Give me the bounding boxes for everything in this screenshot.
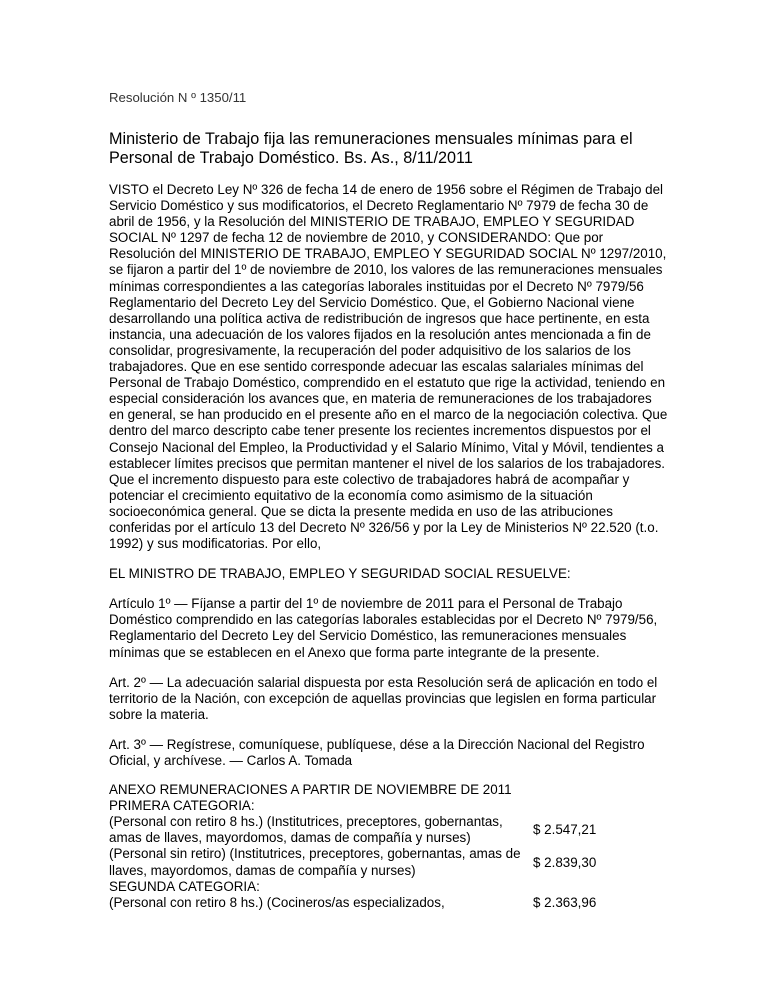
- salary-row-amount: $ 2.547,21: [533, 822, 597, 838]
- article-1: Artículo 1º — Fíjanse a partir del 1º de noviembre de 2011 para el Personal de Trabajo Doméstico comprendido en las categorías laborales establecidas por el Decreto Nº 7979/56, Reglamentario del Decreto Ley del Servicio Doméstico, las remuneraciones mensuales mínimas que se establecen en el Anexo que forma parte integrante de la presente.: [109, 596, 658, 660]
- annex-heading: ANEXO REMUNERACIONES A PARTIR DE NOVIEMBRE DE 2011: [109, 782, 512, 798]
- salary-row-description: (Personal con retiro 8 hs.) (Institutrices, preceptores, gobernantas, amas de llaves, mayordomos, damas de compañía y nurses): [109, 814, 503, 846]
- salary-row-amount: $ 2.363,96: [533, 894, 597, 910]
- article-2: Art. 2º — La adecuación salarial dispuesta por esta Resolución será de aplicación en todo el territorio de la Nación, con excepción de aquellas provincias que legislen en forma particular sobre la materia.: [109, 674, 658, 722]
- salary-row-description: (Personal con retiro 8 hs.) (Cocineros/as especializados,: [109, 894, 445, 910]
- category-1-heading: PRIMERA CATEGORIA:: [109, 798, 255, 814]
- article-3: Art. 3º — Regístrese, comuníquese, publíquese, dése a la Dirección Nacional del Registro Oficial, y archívese. — Carlos A. Tomada: [109, 736, 645, 768]
- salary-row: [109, 895, 669, 911]
- salary-row-amount: $ 2.839,30: [533, 854, 597, 870]
- resolution-reference: Resolución N º 1350/11: [109, 90, 247, 105]
- salary-row-description: (Personal sin retiro) (Institutrices, preceptores, gobernantas, amas de llaves, mayordomos, damas de compañía y nurses): [109, 846, 521, 878]
- document-page: [109, 90, 669, 911]
- document-title: Ministerio de Trabajo fija las remuneraciones mensuales mínimas para el Personal de Trabajo Doméstico. Bs. As., 8/11/2011: [109, 130, 633, 167]
- visto-considerando-paragraph: VISTO el Decreto Ley Nº 326 de fecha 14 de enero de 1956 sobre el Régimen de Trabajo del Servicio Doméstico y sus modificatorios, el Decreto Reglamentario Nº 7979 de fecha 30 de abril de 1956, y la Resolución del MINISTERIO DE TRABAJO, EMPLEO Y SEGURIDAD SOCIAL Nº 1297 de fecha 12 de noviembre de 2010, y CONSIDERANDO: Que por Resolución del MINISTERIO DE TRABAJO, EMPLEO Y SEGURIDAD SOCIAL Nº 1297/2010, se fijaron a partir del 1º de noviembre de 2010, los valores de las remuneraciones mensuales mínimas correspondientes a las categorías laborales instituidas por el Decreto Nº 7979/56 Reglamentario del Decreto Ley del Servicio Doméstico. Que, el Gobierno Nacional viene desarrollando una política activa de redistribución de ingresos que hace pertinente, en esta instancia, una adecuación de los valores fijados en la resolución antes mencionada a fin de consolidar, progresivamente, la recuperación del poder adquisitivo de los salarios de los trabajadores. Que en ese sentido corresponde adecuar las escalas salariales mínimas del Personal de Trabajo Doméstico, comprendido en el estatuto que rige la actividad, teniendo en especial consideración los avances que, en materia de remuneraciones de los trabajadores en general, se han producido en el presente año en el marco de la negociación colectiva. Que dentro del marco descripto cabe tener presente los recientes incrementos dispuestos por el Consejo Nacional del Empleo, la Productividad y el Salario Mínimo, Vital y Móvil, tendientes a establecer límites precisos que permitan mantener el nivel de los salarios de los trabajadores. Que el incremento dispuesto para este colectivo de trabajadores habrá de acompañar y potenciar el crecimiento equitativo de la economía como asimismo de la situación socioeconómica general. Que se dicta la presente medida en uso de las atribuciones conferidas por el artículo 13 del Decreto Nº 326/56 y por la Ley de Ministerios Nº 22.520 (t.o. 1992) y sus modificatorias. Por ello,: [109, 182, 668, 552]
- salary-row: [109, 814, 669, 846]
- resuelve-paragraph: EL MINISTRO DE TRABAJO, EMPLEO Y SEGURIDAD SOCIAL RESUELVE:: [109, 566, 571, 582]
- annex-section: [109, 782, 669, 911]
- salary-row: [109, 846, 669, 878]
- category-2-heading: SEGUNDA CATEGORIA:: [109, 878, 260, 894]
